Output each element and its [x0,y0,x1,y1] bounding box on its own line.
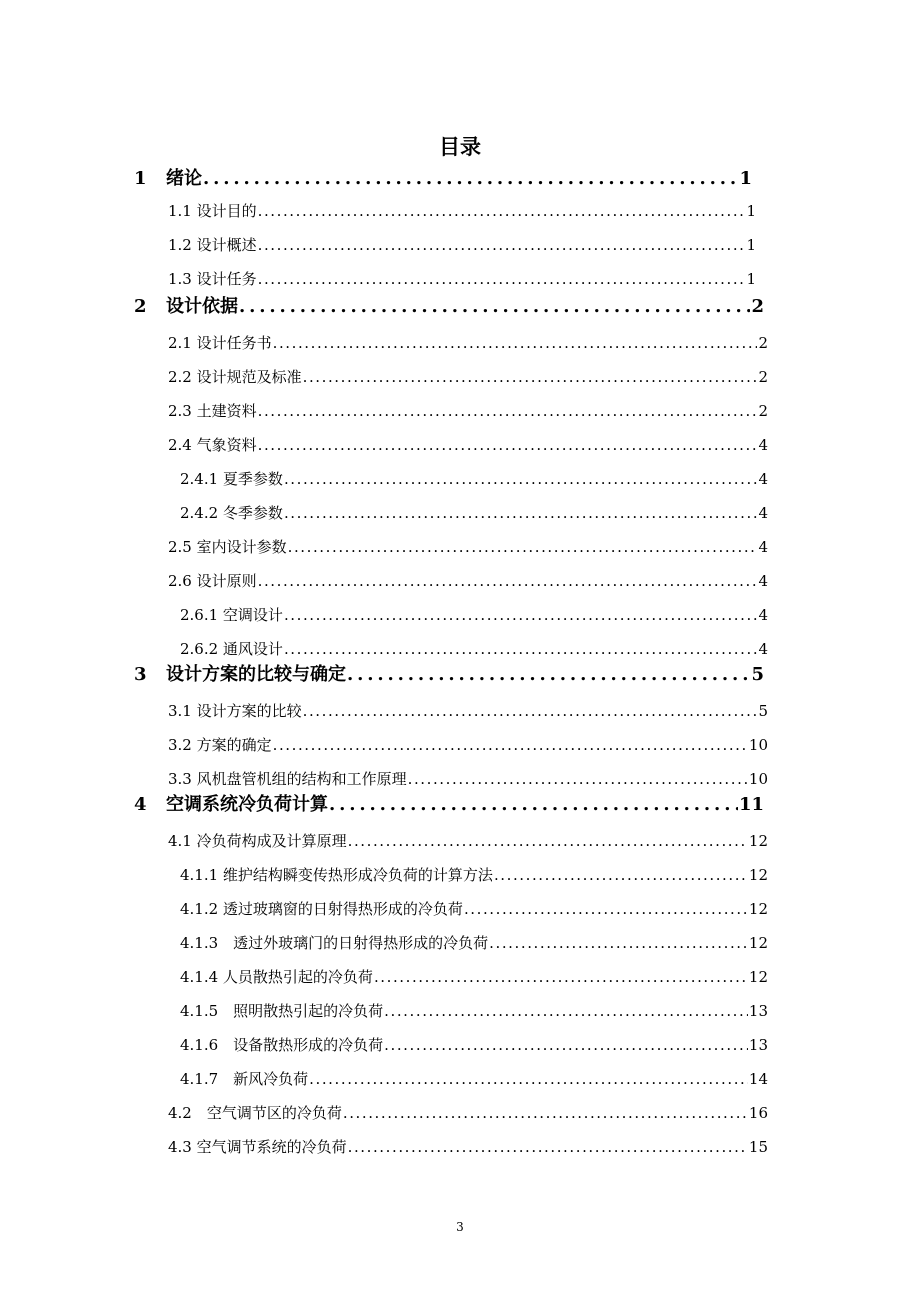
toc-entry-label: 设计方案的比较与确定 [166,664,346,685]
toc-entry-label: 4.1.5 照明散热引起的冷负荷 [180,1002,384,1020]
toc-entry-page: 4 [758,572,768,590]
toc-entry-label: 4.1 冷负荷构成及计算原理 [168,832,347,850]
toc-dot-leader [309,1066,748,1092]
toc-entry-label: 2.6.2 通风设计 [180,640,283,658]
toc-entry-label: 3.2 方案的确定 [168,736,272,754]
toc-dot-leader [258,232,746,258]
toc-entry-page: 1 [746,202,756,220]
toc-entry[interactable] [180,466,768,492]
toc-entry[interactable] [134,660,764,690]
toc-entry[interactable] [180,896,768,922]
toc-entry-page: 5 [758,702,768,720]
toc-entry-label: 2.4 气象资料 [168,436,257,454]
toc-entry-label: 设计依据 [166,296,238,317]
toc-entry-label: 1.1 设计目的 [168,202,257,220]
toc-entry-label: 4.1.7 新风冷负荷 [180,1070,309,1088]
toc-entry-page: 11 [738,794,764,815]
toc-entry[interactable] [168,568,768,594]
toc-entry-page: 13 [748,1036,768,1054]
toc-entry[interactable] [168,828,768,854]
toc-entry-label: 4.1.6 设备散热形成的冷负荷 [180,1036,384,1054]
toc-entry[interactable] [168,432,768,458]
toc-dot-leader [347,660,750,690]
toc-dot-leader [258,568,758,594]
toc-dot-leader [258,398,758,424]
page-number: 3 [456,1220,464,1234]
toc-entry[interactable] [180,930,768,956]
toc-entry[interactable] [168,330,768,356]
toc-dot-leader [258,198,746,224]
toc-entry-label: 4.1.1 维护结构瞬变传热形成冷负荷的计算方法 [180,866,493,884]
toc-dot-leader [258,432,758,458]
toc-entry-page: 1 [746,270,756,288]
toc-entry[interactable] [180,636,768,662]
toc-entry-page: 2 [758,334,768,352]
toc-dot-leader [258,266,746,292]
toc-dot-leader [384,1032,748,1058]
toc-dot-leader [284,602,758,628]
toc-entry-label: 4.1.4 人员散热引起的冷负荷 [180,968,373,986]
toc-entry-page: 4 [758,504,768,522]
toc-dot-leader [303,698,758,724]
toc-entry-page: 14 [748,1070,768,1088]
toc-dot-leader [203,164,738,194]
toc-dot-leader [239,292,750,322]
toc-dot-leader [489,930,748,956]
toc-entry[interactable] [180,500,768,526]
toc-title: 目录 [439,134,481,159]
toc-entry-label: 2.4.1 夏季参数 [180,470,283,488]
toc-entry-number: 2 [134,296,147,317]
toc-entry-label: 4.3 空气调节系统的冷负荷 [168,1138,347,1156]
toc-entry-page: 1 [746,236,756,254]
toc-dot-leader [329,790,738,820]
toc-entry-page: 4 [758,470,768,488]
toc-entry-page: 5 [751,664,764,685]
toc-entry-label: 4.1.2 透过玻璃窗的日射得热形成的冷负荷 [180,900,463,918]
toc-entry[interactable] [180,1032,768,1058]
toc-dot-leader [348,1134,748,1160]
toc-entry-page: 1 [739,168,752,189]
toc-dot-leader [303,364,758,390]
toc-dot-leader [464,896,748,922]
toc-entry[interactable] [168,198,756,224]
toc-dot-leader [348,828,748,854]
toc-dot-leader [408,766,748,792]
toc-entry-label: 3.1 设计方案的比较 [168,702,302,720]
toc-entry-label: 绪论 [166,168,202,189]
toc-entry-label: 2.4.2 冬季参数 [180,504,283,522]
toc-entry-page: 12 [748,968,768,986]
toc-entry-page: 12 [748,900,768,918]
toc-entry[interactable] [168,1134,768,1160]
toc-entry[interactable] [180,1066,768,1092]
toc-entry[interactable] [168,398,768,424]
toc-entry-label: 4.1.3 透过外玻璃门的日射得热形成的冷负荷 [180,934,489,952]
toc-entry[interactable] [168,698,768,724]
toc-entry-page: 12 [748,934,768,952]
toc-entry-label: 4.2 空气调节区的冷负荷 [168,1104,342,1122]
toc-entry[interactable] [134,790,764,820]
toc-entry-page: 2 [758,402,768,420]
toc-entry-label: 2.2 设计规范及标准 [168,368,302,386]
toc-entry-page: 4 [758,538,768,556]
toc-dot-leader [284,466,758,492]
toc-entry[interactable] [134,164,752,194]
toc-entry-page: 12 [748,866,768,884]
toc-entry-label: 2.1 设计任务书 [168,334,272,352]
toc-entry[interactable] [168,266,756,292]
toc-entry-label: 2.3 土建资料 [168,402,257,420]
toc-entry[interactable] [180,602,768,628]
toc-entry-label: 2.5 室内设计参数 [168,538,287,556]
toc-entry-page: 15 [748,1138,768,1156]
toc-entry[interactable] [168,732,768,758]
toc-entry-label: 2.6.1 空调设计 [180,606,283,624]
toc-entry[interactable] [168,534,768,560]
toc-entry-number: 4 [134,794,147,815]
toc-entry-label: 3.3 风机盘管机组的结构和工作原理 [168,770,407,788]
toc-entry[interactable] [168,766,768,792]
toc-dot-leader [273,330,758,356]
toc-dot-leader [384,998,748,1024]
toc-dot-leader [273,732,748,758]
toc-entry-number: 3 [134,664,147,685]
toc-entry[interactable] [180,862,768,888]
toc-entry-page: 4 [758,606,768,624]
toc-entry-label: 空调系统冷负荷计算 [166,794,328,815]
toc-dot-leader [284,636,758,662]
toc-entry-page: 12 [748,832,768,850]
toc-entry-page: 16 [748,1104,768,1122]
toc-entry[interactable] [168,1100,768,1126]
toc-entry[interactable] [180,964,768,990]
toc-dot-leader [288,534,758,560]
toc-entry-label: 2.6 设计原则 [168,572,257,590]
toc-entry-page: 2 [751,296,764,317]
toc-entry-page: 10 [748,770,768,788]
toc-entry-page: 4 [758,640,768,658]
toc-dot-leader [284,500,758,526]
toc-entry-page: 10 [748,736,768,754]
toc-entry-label: 1.2 设计概述 [168,236,257,254]
toc-entry[interactable] [168,232,756,258]
toc-dot-leader [374,964,748,990]
toc-dot-leader [494,862,748,888]
toc-entry-page: 2 [758,368,768,386]
toc-entry-number: 1 [134,168,147,189]
toc-dot-leader [343,1100,748,1126]
toc-entry[interactable] [168,364,768,390]
toc-entry[interactable] [180,998,768,1024]
toc-entry[interactable] [134,292,764,322]
toc-entry-page: 13 [748,1002,768,1020]
toc-entry-page: 4 [758,436,768,454]
toc-entry-label: 1.3 设计任务 [168,270,257,288]
